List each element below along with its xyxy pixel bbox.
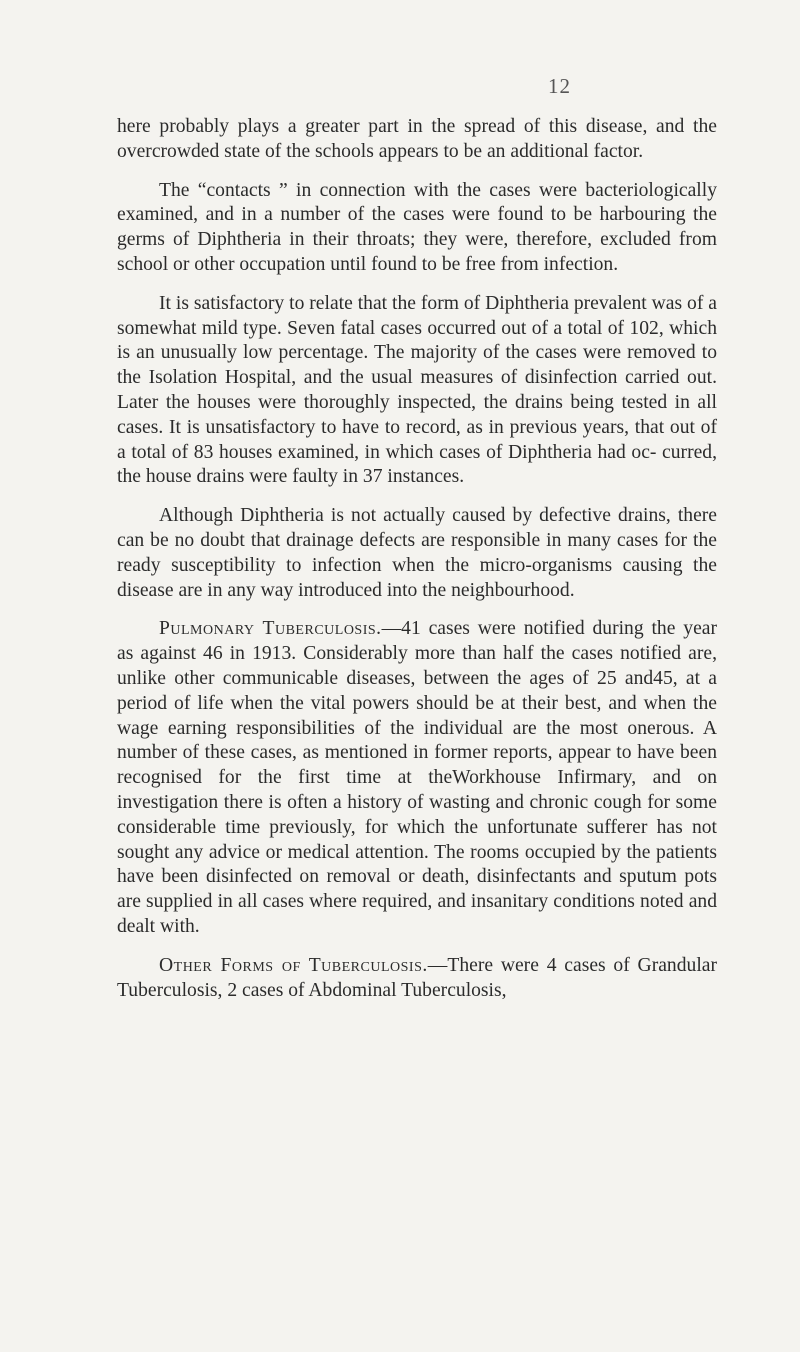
- paragraph-pulmonary-tuberculosis: [117, 617, 717, 939]
- paragraph-text: It is satisfactory to relate that the form of Diphtheria prevalent was of a somewhat mild type. Seven fatal cases occurred out of a total of 102, which is an unusually low percentage. The majority of the cases were removed to the Isolation Hospital, and the usual measures of disinfection carried out. Later the houses were thoroughly inspected, the drains being tested in all cases. It is unsatisfactory to have to record, as in previous years, that out of a total of 83 houses examined, in which cases of Diphtheria had oc- curred, the house drains were faulty in 37 instances.: [117, 292, 717, 488]
- paragraph-text: The “contacts ” in connection with the cases were bacteriologically examined, and in a number of the cases were found to be harbouring the germs of Diphtheria in their throats; they were, therefore, excluded from school or other occupation until found to be free from infection.: [117, 179, 717, 275]
- paragraph-text: —There were 4 cases of Grandular Tuberculosis, 2 cases of Abdominal Tuberculosis,: [117, 954, 717, 1001]
- body-text: [117, 115, 717, 1017]
- paragraph-text: —41 cases were notified during the year as against 46 in 1913. Considerably more than half the cases notified are, unlike other communicable diseases, between the ages of 25 and45, at a period of life when the vital powers should be at their best, and when the wage earning responsibilities of the individual are the most onerous. A number of these cases, as mentioned in former reports, appear to have been recognised for the first time at theWorkhouse Infirmary, and on investigation there is often a history of wasting and chronic cough for some considerable time previously, for which the unfortunate sufferer has not sought any advice or medical attention. The rooms occupied by the patients have been disinfected on removal or death, disinfectants and sputum pots are supplied in all cases where required, and insanitary conditions noted and dealt with.: [117, 618, 717, 937]
- paragraph-text: here probably plays a greater part in the spread of this disease, and the overcrowded state of the schools appears to be an additional factor.: [117, 116, 717, 162]
- paragraph-continuation: [117, 115, 717, 165]
- paragraph-other-tuberculosis: [117, 954, 717, 1004]
- section-heading: Pulmonary Tuberculosis.: [159, 618, 382, 640]
- section-heading: Other Forms of Tuberculosis.: [159, 954, 428, 976]
- paragraph-contacts: [117, 179, 717, 278]
- paragraph-text: Although Diphtheria is not actually caused by defective drains, there can be no doubt that drainage defects are responsible in many cases for the ready susceptibility to infection when the micro-organisms causing the disease are in any way introduced into the neighbourhood.: [117, 505, 717, 601]
- paragraph-drainage: [117, 504, 717, 603]
- paragraph-diphtheria-type: [117, 292, 717, 490]
- page-number: 12: [548, 74, 571, 98]
